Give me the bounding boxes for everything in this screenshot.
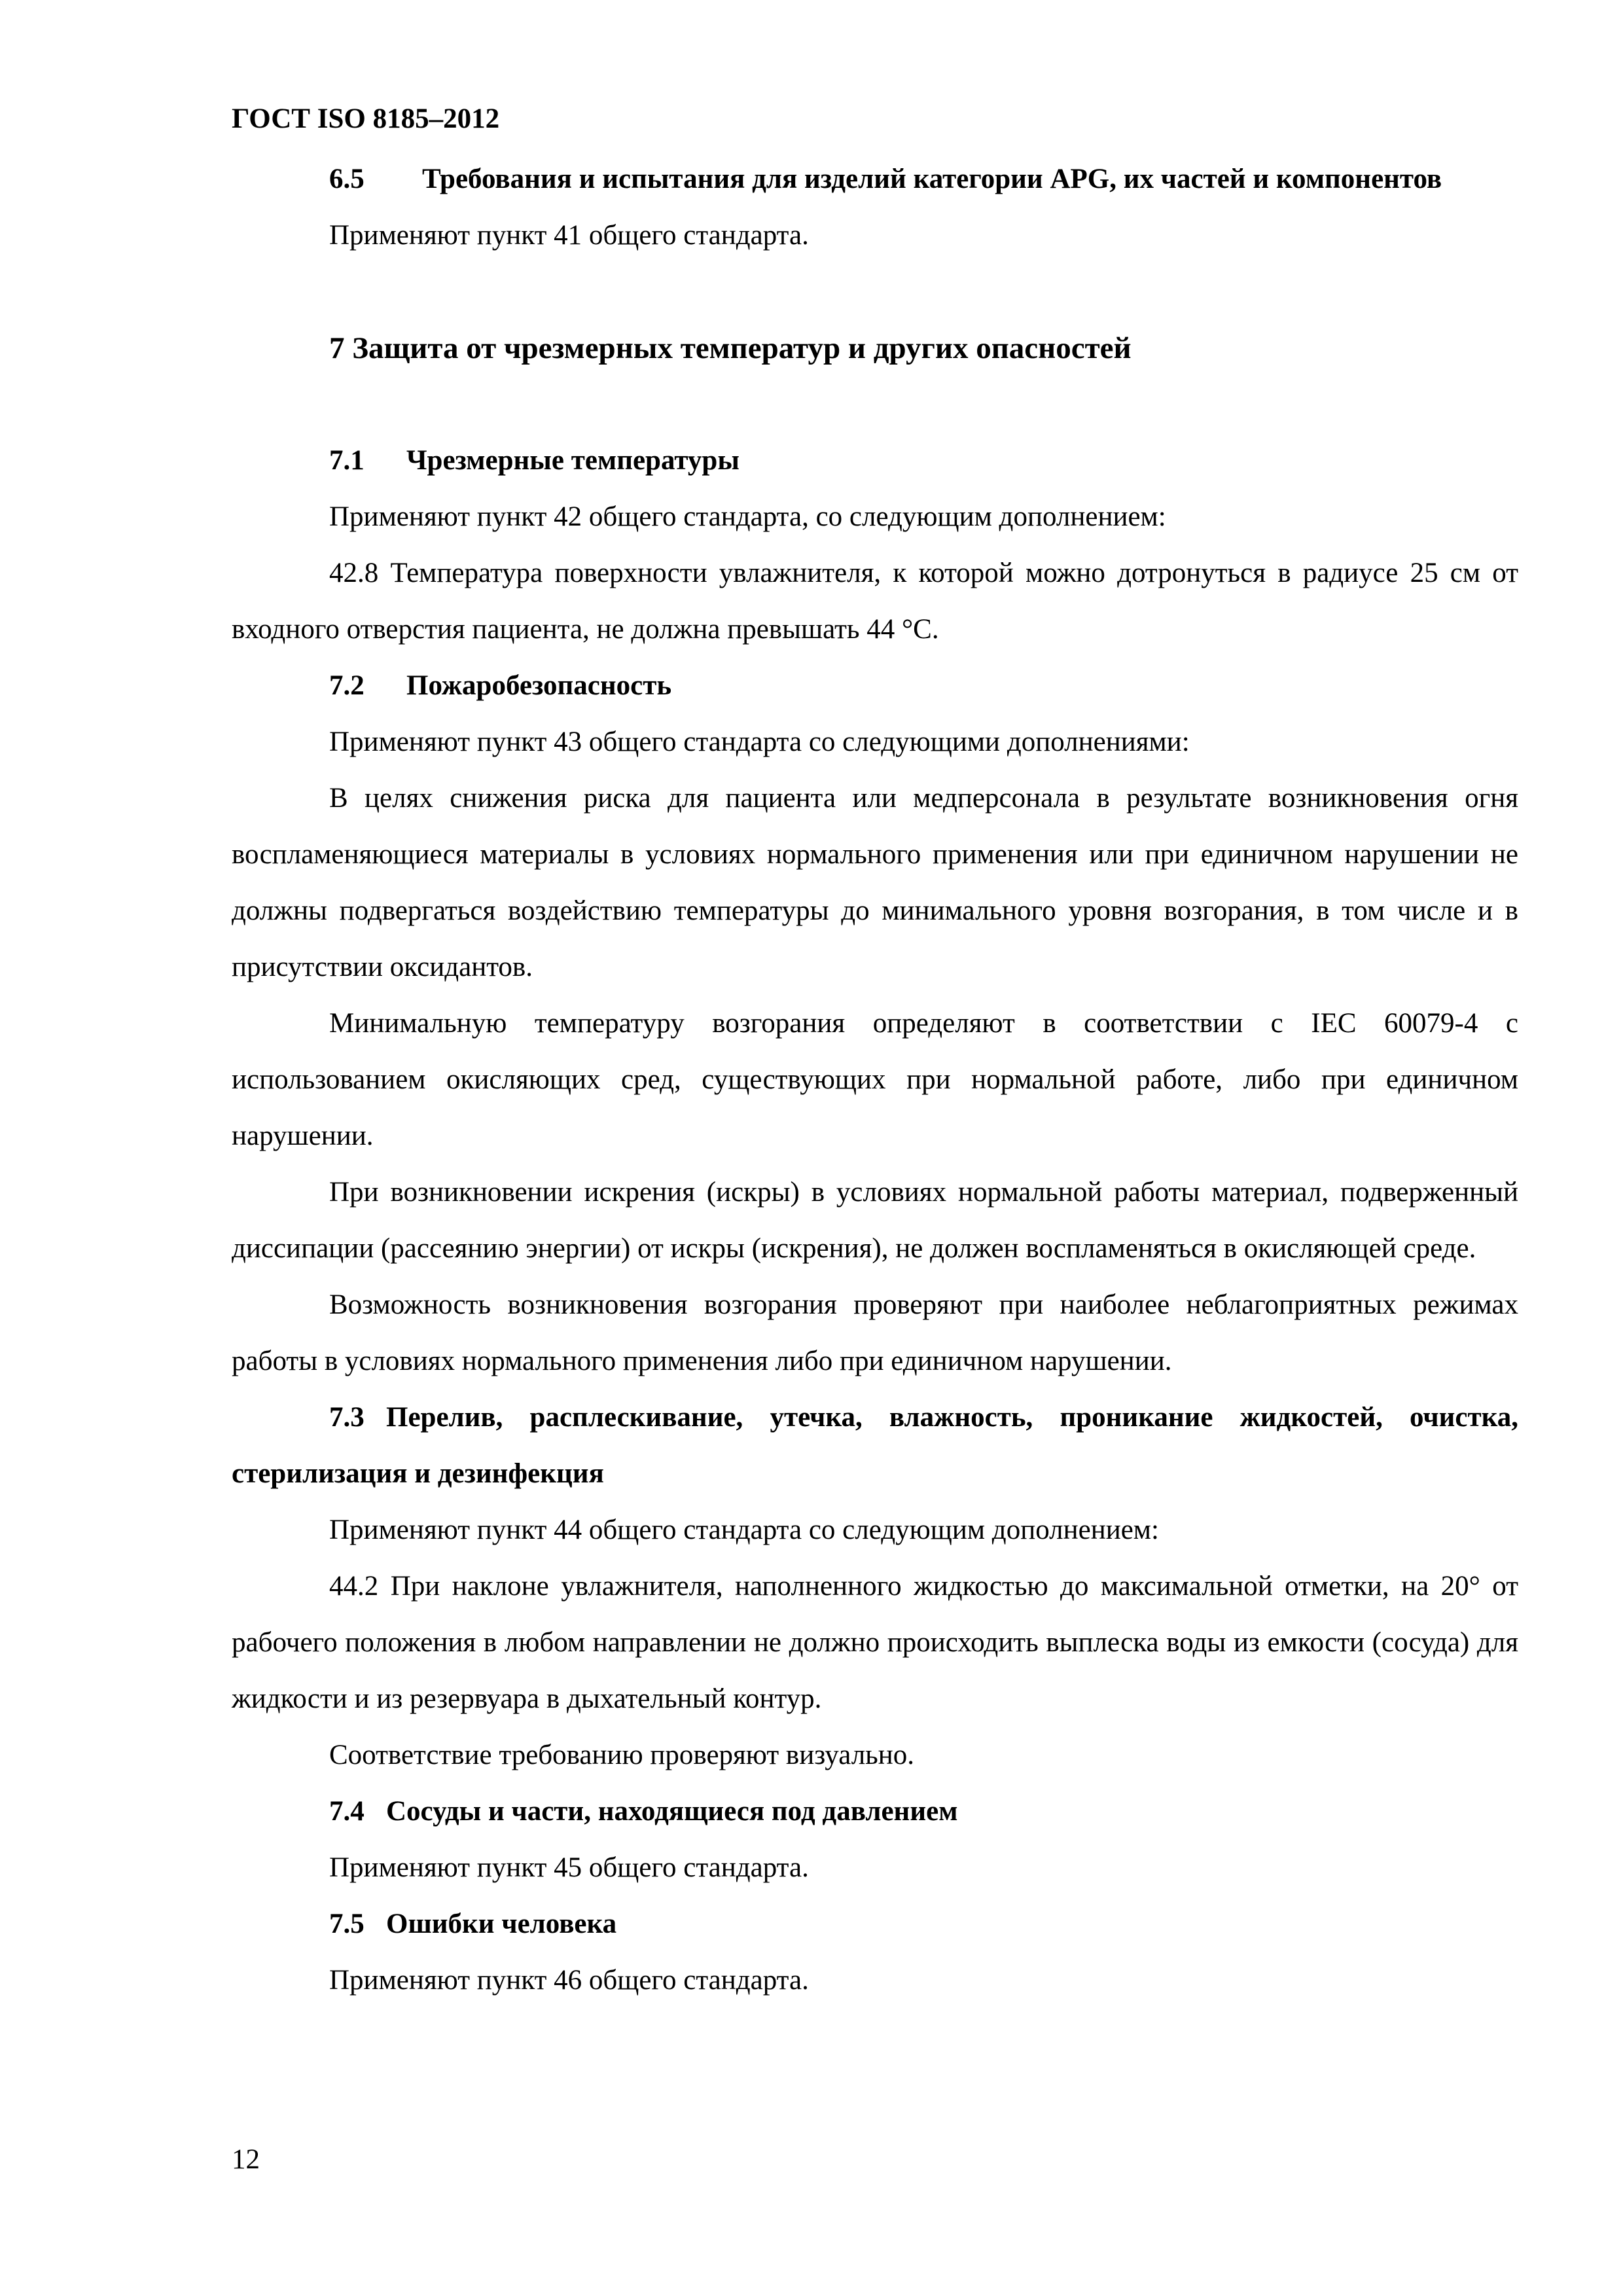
section-number: 7.4 [329,1796,365,1827]
paragraph: 44.2 При наклоне увлажнителя, наполненного жидкостью до максимальной отметки, на 20° от рабочего положения в любом направлении не должно происходить выплеска воды из емкости (сосуда) для жидкости и из резервуара в дыхательный контур. [232,1571,1518,1714]
paragraph: Соответствие требованию проверяют визуально. [329,1740,915,1770]
section-number: 7.3 [329,1402,365,1433]
paragraph: Применяют пункт 41 общего стандарта. [329,220,809,251]
paragraph: Применяют пункт 42 общего стандарта, со следующим дополнением: [329,501,1166,532]
chapter-7-heading: 7 Защита от чрезмерных температур и других опасностей [329,331,1132,365]
page-content [232,151,1518,2009]
section-7-2-heading [232,658,1518,714]
section-number: 7.1 [329,445,365,476]
section-7-3-heading [232,1390,1518,1502]
section-title: Ошибки человека [386,1909,617,1939]
section-number: 7.5 [329,1909,365,1939]
paragraph: Применяют пункт 45 общего стандарта. [329,1852,809,1883]
page-number: 12 [232,2144,260,2175]
paragraph: В целях снижения риска для пациента или медперсонала в результате возникновения огня воспламеняющиеся материалы в условиях нормального применения или при единичном нарушении не должны подвергаться воздействию температуры до минимального уровня возгорания, в том числе и в присутствии оксидантов. [232,783,1518,982]
section-7-1-heading [232,433,1518,489]
section-title: Чрезмерные температуры [406,445,740,476]
paragraph: Минимальную температуру возгорания определяют в соответствии с IEC 60079-4 с использованием окисляющих сред, существующих при нормальной работе, либо при единичном нарушении. [232,1008,1518,1151]
section-number: 6.5 [329,164,365,194]
paragraph: Применяют пункт 43 общего стандарта со следующими дополнениями: [329,726,1190,757]
section-6-5-heading [232,151,1518,207]
section-title: Перелив, расплескивание, утечка, влажность, проникание жидкостей, очистка, стерилизация и дезинфекция [232,1402,1518,1489]
section-title: Сосуды и части, находящиеся под давлением [386,1796,958,1827]
paragraph: Применяют пункт 44 общего стандарта со следующим дополнением: [329,1515,1159,1545]
section-number: 7.2 [329,670,365,701]
section-title: Пожаробезопасность [406,670,672,701]
section-7-5-heading [232,1896,1518,1952]
paragraph: Возможность возникновения возгорания проверяют при наиболее неблагоприятных режимах работы в условиях нормального применения либо при единичном нарушении. [232,1289,1518,1376]
section-7-4-heading [232,1784,1518,1840]
paragraph: При возникновении искрения (искры) в условиях нормальной работы материал, подверженный диссипации (рассеянию энергии) от искры (искрения), не должен воспламеняться в окисляющей среде. [232,1177,1518,1264]
section-title: Требования и испытания для изделий категории APG, их частей и компонентов [422,164,1442,194]
document-code-header: ГОСТ ISO 8185–2012 [232,103,500,134]
paragraph: Применяют пункт 46 общего стандарта. [329,1965,809,1996]
paragraph: 42.8 Температура поверхности увлажнителя, к которой можно дотронуться в радиусе 25 см от входного отверстия пациента, не должна превышать 44 °С. [232,558,1518,645]
